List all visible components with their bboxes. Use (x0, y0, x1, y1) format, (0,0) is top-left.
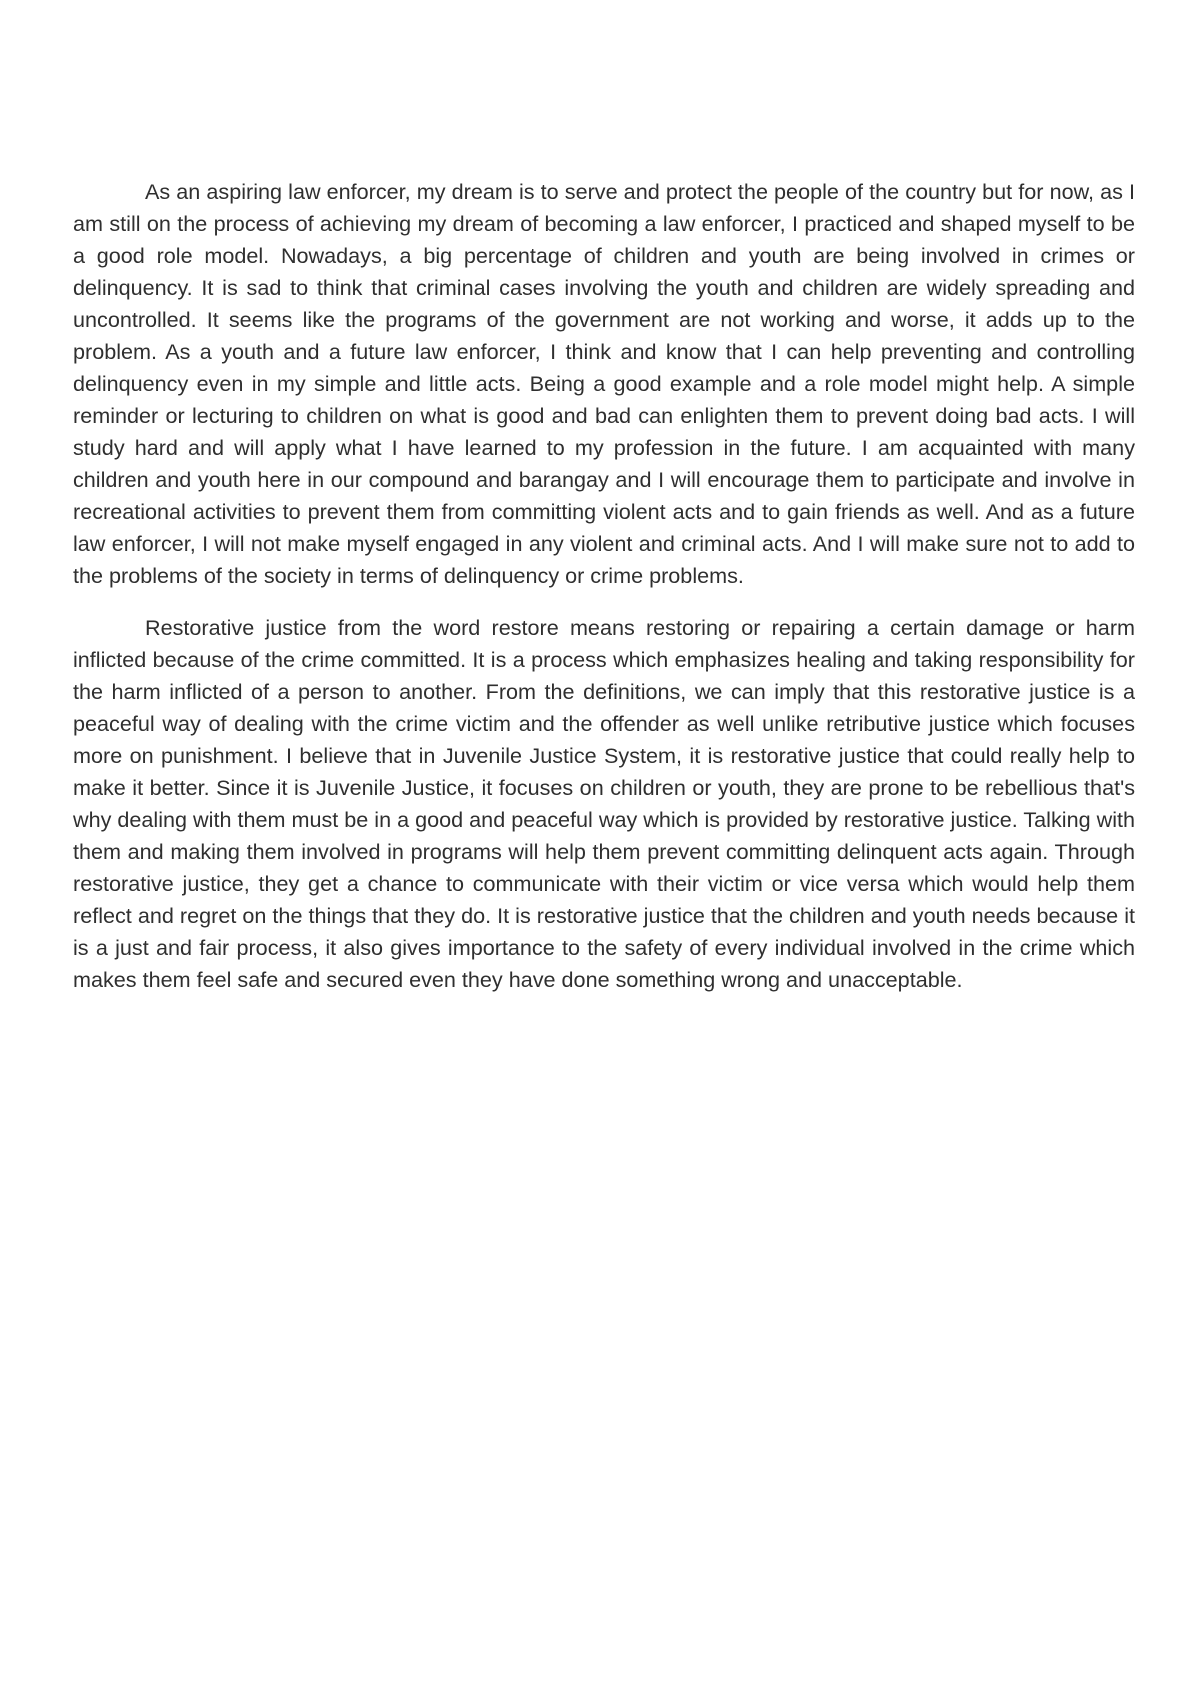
paragraph-restorative-justice-essay: Restorative justice from the word restore means restoring or repairing a certain damage or harm inflicted because of the crime committed. It is a process which emphasizes healing and taking responsibility for the harm inflicted of a person to another. From the definitions, we can imply that this restorative justice is a peaceful way of dealing with the crime victim and the offender as well unlike retributive justice which focuses more on punishment. I believe that in Juvenile Justice System, it is restorative justice that could really help to make it better. Since it is Juvenile Justice, it focuses on children or youth, they are prone to be rebellious that's why dealing with them must be in a good and peaceful way which is provided by restorative justice. Talking with them and making them involved in programs will help them prevent committing delinquent acts again. Through restorative justice, they get a chance to communicate with their victim or vice versa which would help them reflect and regret on the things that they do. It is restorative justice that the children and youth needs because it is a just and fair process, it also gives importance to the safety of every individual involved in the crime which makes them feel safe and secured even they have done something wrong and unacceptable. (73, 615, 1135, 992)
document-body (73, 176, 1135, 996)
paragraph-law-enforcer-essay: As an aspiring law enforcer, my dream is to serve and protect the people of the country but for now, as I am still on the process of achieving my dream of becoming a law enforcer, I practiced and shaped myself to be a good role model. Nowadays, a big percentage of children and youth are being involved in crimes or delinquency. It is sad to think that criminal cases involving the youth and children are widely spreading and uncontrolled. It seems like the programs of the government are not working and worse, it adds up to the problem. As a youth and a future law enforcer, I think and know that I can help preventing and controlling delinquency even in my simple and little acts. Being a good example and a role model might help. A simple reminder or lecturing to children on what is good and bad can enlighten them to prevent doing bad acts. I will study hard and will apply what I have learned to my profession in the future. I am acquainted with many children and youth here in our compound and barangay and I will encourage them to participate and involve in recreational activities to prevent them from committing violent acts and to gain friends as well. And as a future law enforcer, I will not make myself engaged in any violent and criminal acts. And I will make sure not to add to the problems of the society in terms of delinquency or crime problems. (73, 179, 1135, 588)
